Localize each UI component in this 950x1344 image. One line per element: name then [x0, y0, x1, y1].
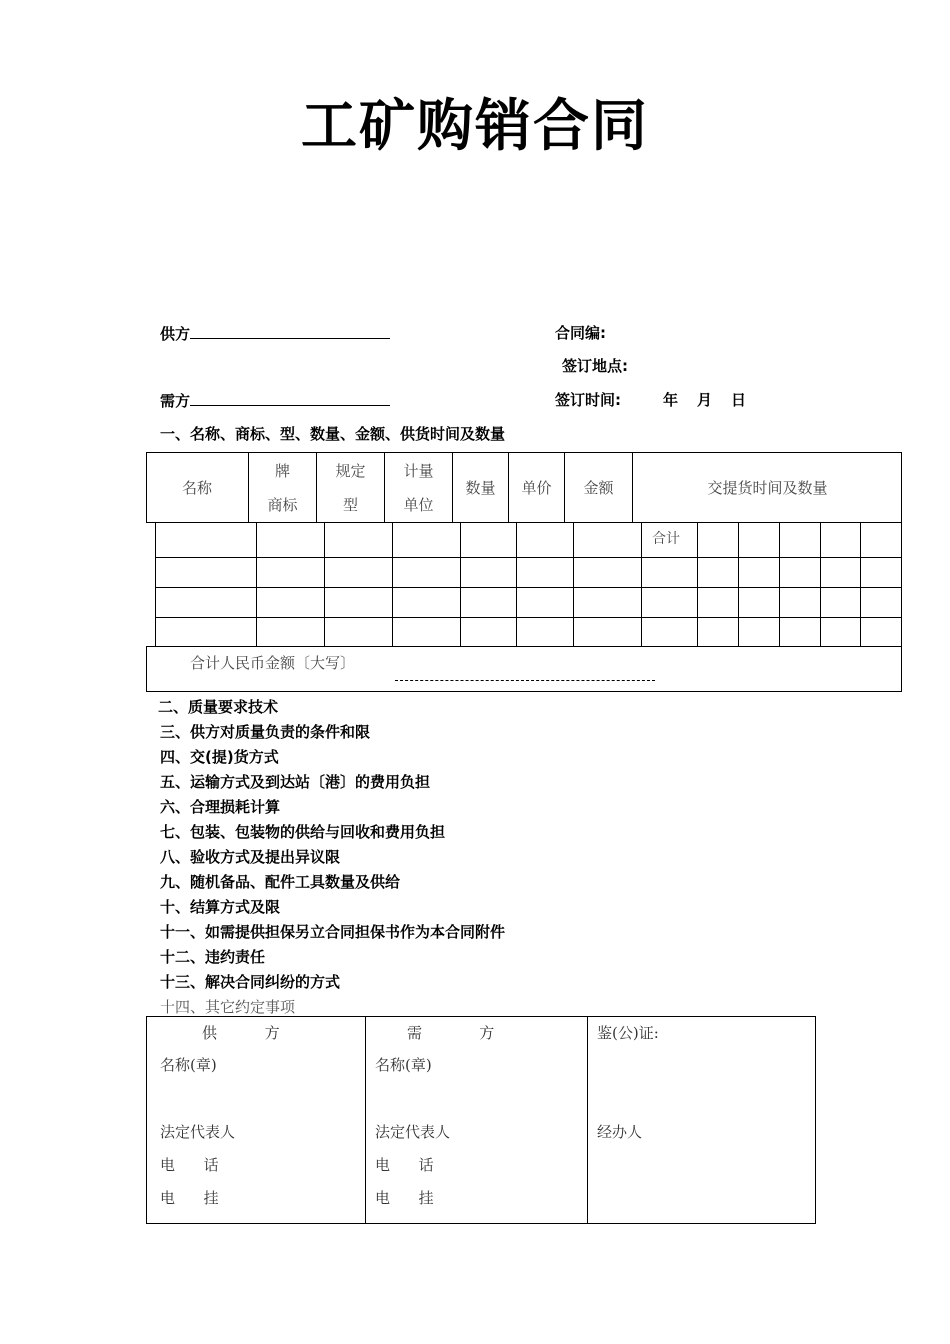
section-item: 八、验收方式及提出异议限 [160, 848, 341, 866]
grid-line [392, 522, 393, 647]
header-amount [565, 452, 633, 523]
grid-line [155, 522, 156, 647]
buyer-line [160, 389, 390, 411]
total-rmb-blank [395, 680, 655, 681]
grid-line [820, 522, 821, 647]
section-item: 九、随机备品、配件工具数量及供给 [160, 873, 401, 891]
supplier-heading: 供 方 [202, 1024, 280, 1042]
header-brand [249, 452, 317, 523]
section-item: 七、包装、包装物的供给与回收和费用负担 [160, 823, 446, 841]
goods-table-body [155, 522, 902, 647]
grid-line [324, 522, 325, 647]
section-item: 六、合理损耗计算 [160, 798, 281, 816]
contract-no-label: 合同编: [555, 324, 606, 342]
supplier-line [160, 322, 390, 344]
sign-day: 日 [731, 391, 747, 409]
header-spec [317, 452, 385, 523]
section-item: 十二、违约责任 [160, 948, 266, 966]
grid-line [256, 522, 257, 647]
notary-heading: 鉴(公)证: [597, 1024, 659, 1042]
document-title: 工矿购销合同 [301, 93, 649, 159]
header-unit-line1: 计量 [403, 461, 434, 480]
grid-line [516, 522, 517, 647]
grid-line [365, 1016, 366, 1224]
buyer-phone: 电 话 [375, 1156, 434, 1174]
header-unit [385, 452, 453, 523]
sign-place-label: 签订地点: [562, 357, 628, 375]
header-delivery-text: 交提货时间及数量 [707, 478, 828, 497]
grid-line [460, 522, 461, 647]
supplier-legal-rep: 法定代表人 [160, 1123, 236, 1141]
grid-line [155, 617, 902, 618]
header-unit-line2: 单位 [403, 495, 434, 514]
grid-line [697, 522, 698, 647]
header-qty [453, 452, 509, 523]
sign-year: 年 [663, 391, 679, 409]
buyer-label: 需方 [160, 392, 191, 410]
header-price [509, 452, 565, 523]
grid-line [738, 522, 739, 647]
header-price-text: 单价 [521, 478, 552, 497]
section-item: 二、质量要求技术 [158, 698, 279, 716]
grid-line [155, 557, 902, 558]
grid-line [155, 587, 902, 588]
header-name [146, 452, 249, 523]
grid-line [860, 522, 861, 647]
total-rmb-label: 合计人民币金额〔大写〕 [190, 654, 356, 672]
signature-table [146, 1016, 816, 1224]
notary-handler: 经办人 [597, 1123, 643, 1141]
buyer-legal-rep: 法定代表人 [375, 1123, 451, 1141]
section-item: 十四、其它约定事项 [160, 998, 296, 1016]
header-amount-text: 金额 [583, 478, 614, 497]
header-brand-line1: 牌 [274, 461, 290, 480]
section-item: 十三、解决合同纠纷的方式 [160, 973, 341, 991]
buyer-name-seal: 名称(章) [375, 1056, 432, 1074]
section-item: 五、运输方式及到达站〔港〕的费用负担 [160, 773, 431, 791]
header-name-text: 名称 [181, 478, 212, 497]
header-brand-line2: 商标 [267, 495, 298, 514]
sign-month: 月 [697, 391, 713, 409]
header-spec-line1: 规定 [335, 461, 366, 480]
buyer-blank [190, 389, 390, 406]
section-item: 十、结算方式及限 [160, 898, 281, 916]
header-spec-line2: 型 [342, 495, 358, 514]
supplier-phone: 电 话 [160, 1156, 219, 1174]
section-item: 三、供方对质量负责的条件和限 [160, 723, 371, 741]
buyer-fax: 电 挂 [375, 1189, 434, 1207]
header-qty-text: 数量 [465, 478, 496, 497]
section-item: 四、交(提)货方式 [160, 748, 279, 766]
sign-date-label: 签订时间: [555, 391, 621, 409]
grid-line [573, 522, 574, 647]
section-item: 十一、如需提供担保另立合同担保书作为本合同附件 [160, 923, 506, 941]
supplier-name-seal: 名称(章) [160, 1056, 217, 1074]
supplier-blank [190, 322, 390, 339]
header-delivery [633, 452, 902, 523]
grid-line [901, 522, 902, 647]
grid-line [587, 1016, 588, 1224]
supplier-fax: 电 挂 [160, 1189, 219, 1207]
grid-line [779, 522, 780, 647]
subtotal-label: 合计 [652, 531, 680, 547]
buyer-heading: 需 方 [407, 1024, 495, 1042]
section-1-title: 一、名称、商标、型、数量、金额、供货时间及数量 [160, 425, 506, 443]
supplier-label: 供方 [160, 325, 191, 343]
grid-line [641, 522, 642, 647]
